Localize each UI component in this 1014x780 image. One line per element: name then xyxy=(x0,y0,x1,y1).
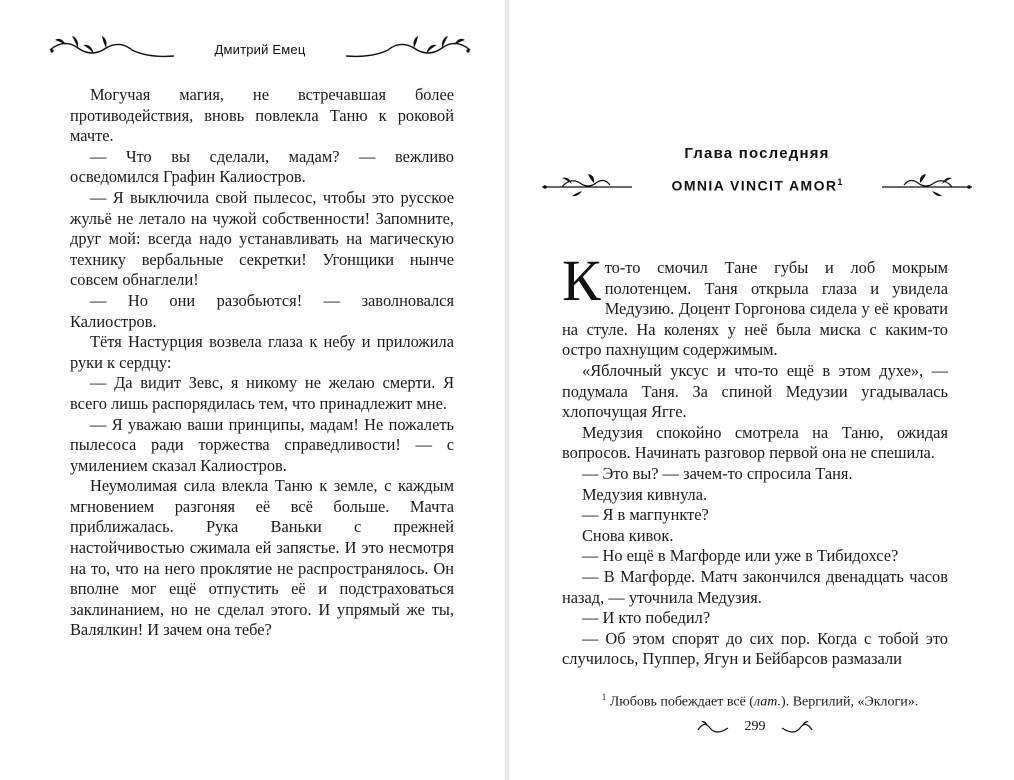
paragraph: — И кто победил? xyxy=(582,608,711,628)
paragraph: Снова кивок. xyxy=(582,525,674,545)
paragraph: — Что вы сделали, мадам? — вежливо осведомился Графин Калиостров. xyxy=(70,146,454,187)
paragraph: — Я в магпункте? xyxy=(582,505,709,525)
paragraph: Кто-то смочил Тане губы и лоб мокрым полотенцем. Таня открыла глаза и увидела Медузию. Доцент Горгонова сидела у её кровати на стуле. На коленях у неё была миска с каким-то остро пахнущим содержимым. xyxy=(562,248,948,360)
left-body-text xyxy=(70,85,454,641)
chapter-subtitle: OMNIA VINCIT AMOR$^1$ xyxy=(671,177,843,194)
paragraph: Неумолимая сила влекла Таню к земле, с каждым мгновением разгоняя её всё больше. Мачта приближалась. Рука Ваньки с прежней настойчивостью сжимала ей запястье. И это несмотря на то, что на него проклятие не распространялось. Он вполне мог ещё отпустить её и подстраховаться заклинанием, но не сделал этого. И упрямый же ты, Валялкин! И зачем она тебе? xyxy=(70,476,454,640)
paragraph: — Да видит Зевс, я никому не желаю смерти. Я всего лишь распорядилась тем, что принадлежит мне. xyxy=(70,373,454,413)
paragraph: — Я выключила свой пылесос, чтобы это русское жульё не летало на чужой собственности! Запомните, друг мой: всегда надо устанавливать на магическую технику вербальные секретки! Угонщики нынче совсем обнаглели! xyxy=(70,187,454,290)
chapter-heading xyxy=(542,145,972,200)
paragraph: Могучая магия, не встречавшая более противодействия, вновь повлекла Таню к роковой мачте. xyxy=(70,85,454,146)
drop-cap: К xyxy=(562,248,601,313)
flourish-right-icon xyxy=(880,174,972,200)
paragraph: — Я уважаю ваши принципы, мадам! Не пожалеть пылесоса ради торжества справедливости! — с умилением сказал Калиостров. xyxy=(70,414,454,475)
page-number: 299 xyxy=(744,719,766,734)
flourish-right-icon xyxy=(346,34,472,64)
paragraph: Медузия кивнула. xyxy=(582,484,708,504)
paragraph: «Яблочный уксус и что-то ещё в этом духе», — подумала Таня. За спиной Медузии угадывалась хлопочущая Ягге. xyxy=(562,360,948,422)
right-body-text xyxy=(562,248,948,670)
paragraph: — Но ещё в Магфорде или уже в Тибидохсе? xyxy=(582,546,899,566)
flourish-right-icon xyxy=(780,718,814,738)
paragraph: — Но они разобьются! — заволновался Калиостров. xyxy=(70,290,454,331)
left-page xyxy=(0,0,505,780)
footnote-marker: 1 xyxy=(601,692,607,702)
paragraph: — Об этом спорят до сих пор. Когда с тобой это случилось, Пуппер, Ягун и Бейбарсов размазали xyxy=(562,628,948,669)
paragraph: Тётя Настурция возвела глаза к небу и приложила руки к сердцу: xyxy=(70,332,454,372)
chapter-subtitle-row xyxy=(542,174,972,200)
chapter-title: Глава последняя xyxy=(684,145,830,162)
footnote-italic: лат. xyxy=(753,694,782,710)
footnote: $^1$ Любовь побеждает всё (лат.). Вергилий, «Эклоги». xyxy=(601,692,919,710)
footnote-ref: 1 xyxy=(837,177,843,187)
paragraph: Медузия спокойно смотрела на Таню, ожидая вопросов. Начинать разговор первой она не спешила. xyxy=(562,422,948,463)
running-header-title: Дмитрий Емец xyxy=(214,42,306,57)
paragraph: — В Магфорде. Матч закончился двенадцать часов назад, — уточнила Медузия. xyxy=(562,566,948,607)
page-number-row xyxy=(690,716,820,740)
running-header xyxy=(48,34,472,64)
paragraph: — Это вы? — зачем-то спросила Таня. xyxy=(582,463,853,483)
